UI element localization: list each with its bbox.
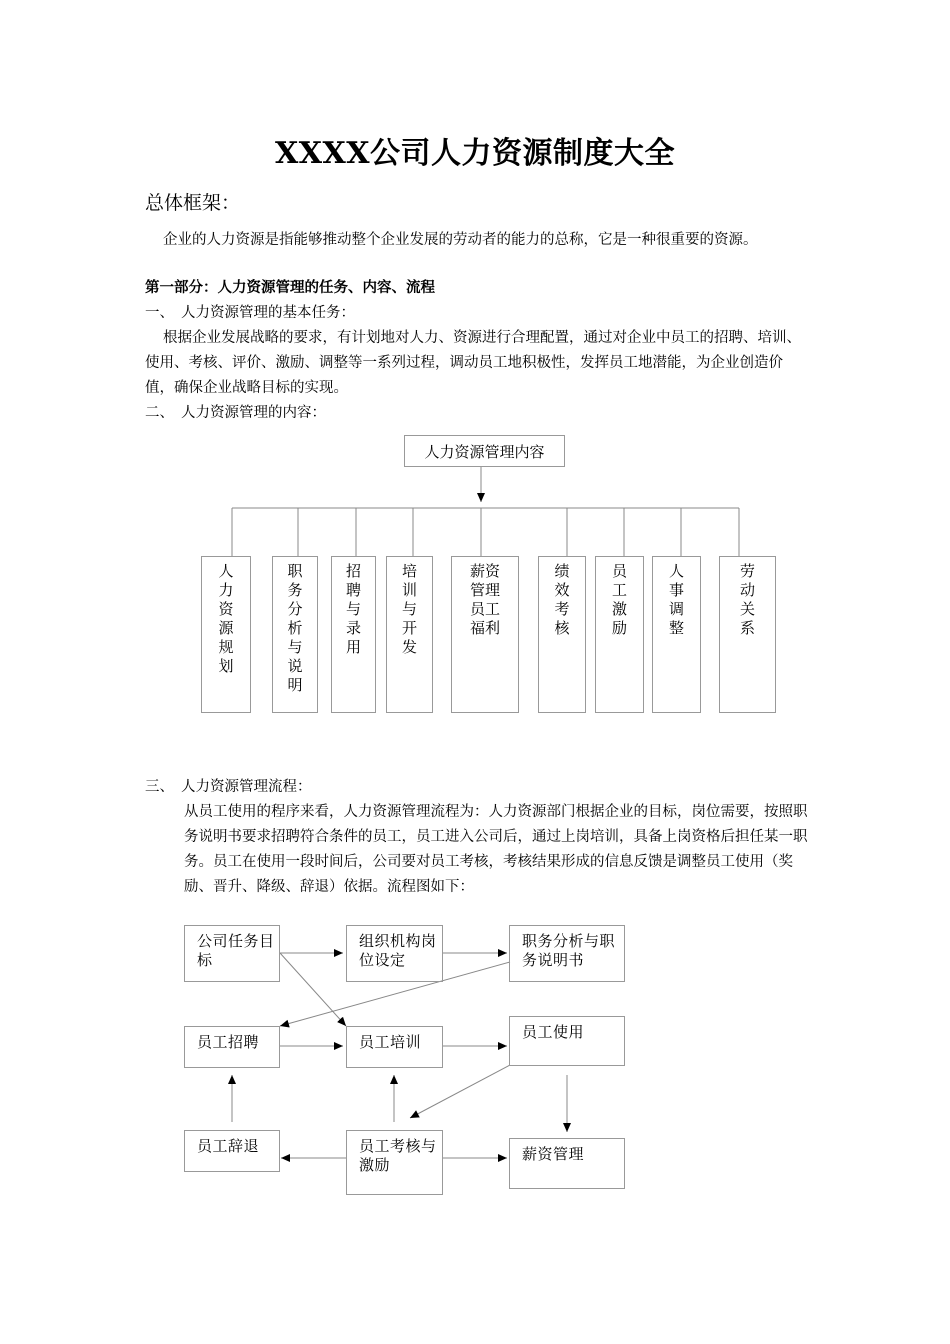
org-root-box: 人力资源管理内容 bbox=[404, 435, 565, 467]
org-node-label: 培训与开发 bbox=[401, 562, 417, 656]
org-node-performance bbox=[538, 556, 586, 713]
flow-node-training bbox=[346, 1026, 443, 1068]
flow-node-org-structure bbox=[346, 925, 443, 982]
flow-node-label: 组织机构岗位设定 bbox=[359, 932, 437, 969]
org-node-label: 员工激励 bbox=[611, 562, 627, 637]
section3-number: 三、 bbox=[145, 779, 174, 795]
intro-paragraph: 企业的人力资源是指能够推动整个企业发展的劳动者的能力的总称，它是一种很重要的资源。 bbox=[163, 232, 758, 248]
section1-number: 一、 bbox=[145, 305, 174, 321]
section3-heading bbox=[145, 775, 312, 800]
org-node-label: 人力资源规划 bbox=[218, 562, 234, 675]
section3-body: 从员工使用的程序来看，人力资源管理流程为：人力资源部门根据企业的目标，岗位需要，按照职务说明书要求招聘符合条件的员工，员工进入公司后，通过上岗培训，具备上岗资格后担任某一职务。员工在使用一段时间后，公司要对员工考核，考核结果形成的信息反馈是调整员工使用（奖励、晋升、降级、辞退）依据。流程图如下： bbox=[184, 804, 808, 895]
flow-node-label: 员工辞退 bbox=[197, 1137, 260, 1155]
org-node-job-analysis bbox=[272, 556, 318, 713]
flow-task-to-train bbox=[280, 953, 346, 1026]
org-node-recruitment bbox=[331, 556, 376, 713]
flow-node-label: 员工使用 bbox=[522, 1023, 585, 1041]
part1-title: 第一部分：人力资源管理的任务、内容、流程 bbox=[145, 280, 435, 296]
flow-node-label: 公司任务目标 bbox=[197, 932, 275, 969]
org-node-label: 绩效考核 bbox=[554, 562, 570, 637]
section3-label: 人力资源管理流程： bbox=[181, 779, 312, 795]
flow-node-label: 员工招聘 bbox=[197, 1033, 260, 1051]
section1-label: 人力资源管理的基本任务： bbox=[181, 305, 355, 321]
flow-node-label: 员工培训 bbox=[359, 1033, 422, 1051]
org-node-hr-planning bbox=[201, 556, 251, 713]
org-node-labor-relations bbox=[719, 556, 776, 713]
flow-node-salary bbox=[509, 1138, 625, 1189]
section2-label: 人力资源管理的内容： bbox=[181, 405, 326, 421]
flow-node-job-analysis bbox=[509, 925, 625, 982]
org-node-label: 招聘与录用 bbox=[345, 562, 361, 656]
flow-node-dismissal bbox=[184, 1130, 280, 1172]
section1-body: 根据企业发展战略的要求，有计划地对人力、资源进行合理配置，通过对企业中员工的招聘、培训、使用、考核、评价、激励、调整等一系列过程，调动员工地积极性，发挥员工地潜能，为企业创造价值，确保企业战略目标的实现。 bbox=[145, 330, 801, 396]
flow-node-label: 薪资管理 bbox=[522, 1145, 585, 1163]
org-node-personnel-adjust bbox=[652, 556, 701, 713]
flow-node-recruitment bbox=[184, 1026, 280, 1068]
flow-node-employee-use bbox=[509, 1016, 625, 1066]
org-node-training bbox=[386, 556, 433, 713]
flow-node-label: 职务分析与职务说明书 bbox=[522, 932, 616, 969]
org-node-label: 薪资管理员工福利 bbox=[469, 562, 500, 637]
framework-heading: 总体框架： bbox=[145, 192, 241, 214]
org-node-label: 劳动关系 bbox=[739, 562, 755, 637]
org-node-label: 人事调整 bbox=[668, 562, 684, 637]
org-node-salary-welfare bbox=[451, 556, 519, 713]
section2-number: 二、 bbox=[145, 405, 174, 421]
org-node-label: 职务分析与说明 bbox=[287, 562, 303, 694]
org-node-incentive bbox=[595, 556, 644, 713]
flow-node-company-task bbox=[184, 925, 280, 982]
document-title: XXXX公司人力资源制度大全 bbox=[274, 136, 676, 171]
flow-node-assessment bbox=[346, 1130, 443, 1195]
flow-node-label: 员工考核与激励 bbox=[359, 1137, 437, 1174]
flow-use-to-assess bbox=[410, 1065, 510, 1118]
